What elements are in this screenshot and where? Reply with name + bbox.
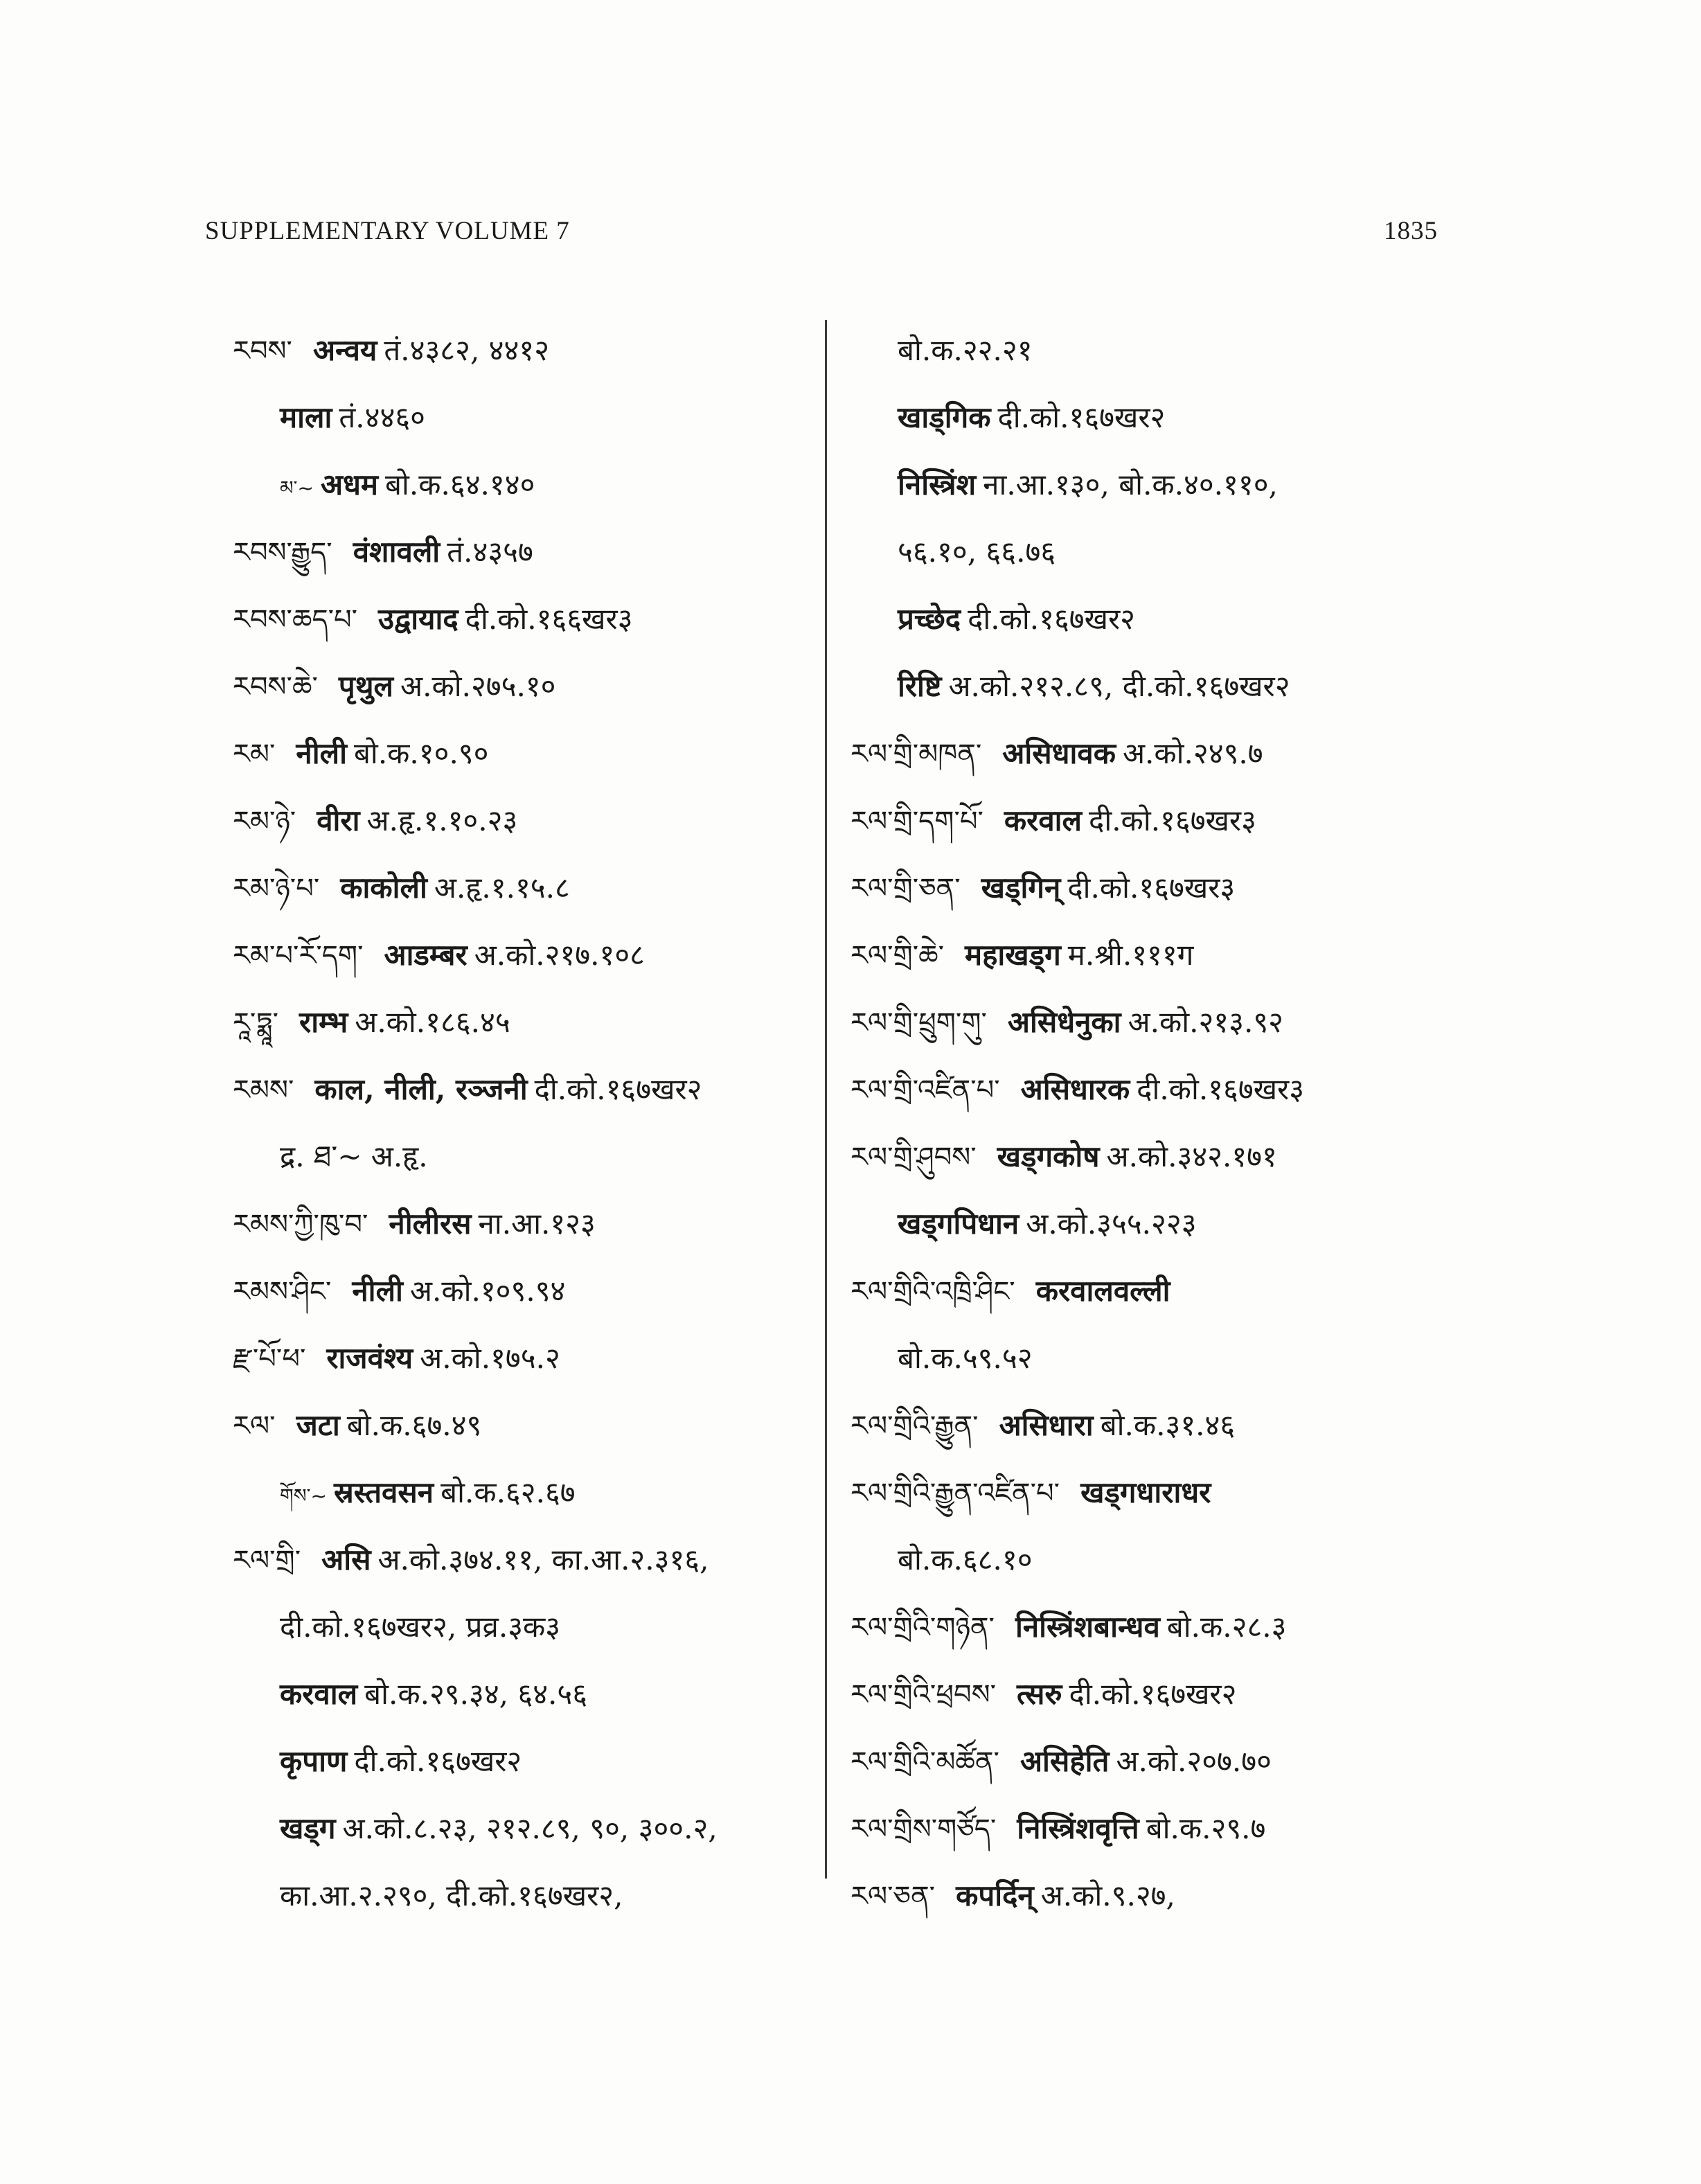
- dictionary-entry: [850, 1070, 1543, 1137]
- dictionary-entry: [850, 1675, 1543, 1742]
- tibetan-headword: རལ་གྲི་དག་པོ་: [850, 806, 983, 837]
- dictionary-entry: [233, 667, 814, 734]
- dictionary-entry: [850, 1809, 1543, 1876]
- dictionary-entry: [233, 1137, 814, 1205]
- source-reference: अ.को.१०९.९४: [409, 1274, 566, 1308]
- sanskrit-equivalent: राम्भ: [299, 1005, 348, 1039]
- sanskrit-equivalent: वीरा: [317, 804, 360, 837]
- source-reference: म.श्री.१११ग: [1067, 938, 1194, 972]
- tibetan-headword: རབས་རྒྱུད་: [233, 537, 332, 569]
- dictionary-entry: [233, 936, 814, 1003]
- sanskrit-equivalent: खड्गिन्: [981, 871, 1061, 905]
- sanskrit-equivalent: करवाल: [280, 1677, 358, 1711]
- tibetan-headword: རལ་གྲིའི་རྒྱུན་: [850, 1410, 979, 1442]
- sanskrit-equivalent: राजवंश्य: [326, 1341, 413, 1375]
- dictionary-entry: [850, 1205, 1543, 1272]
- dictionary-entry: [233, 1742, 814, 1809]
- sanskrit-equivalent: महाखड्ग: [965, 938, 1061, 972]
- tibetan-headword: མ་~: [280, 477, 314, 499]
- tibetan-headword: རལ་གྲི་མཁན་: [850, 738, 982, 770]
- sanskrit-equivalent: अन्वय: [312, 333, 377, 367]
- dictionary-entry: [850, 465, 1543, 533]
- sanskrit-equivalent: प्रच्छेद: [898, 602, 961, 636]
- dictionary-entry: [233, 1272, 814, 1339]
- sanskrit-equivalent: कृपाण: [280, 1744, 348, 1778]
- source-reference: ना.आ.१२३: [478, 1207, 596, 1241]
- source-reference: तं.४३५७: [447, 535, 533, 569]
- sanskrit-equivalent: असि: [321, 1543, 371, 1577]
- dictionary-entry: [850, 869, 1543, 936]
- dictionary-entry: [233, 398, 814, 465]
- source-reference: अ.को.२०७.७०: [1116, 1744, 1272, 1778]
- source-reference: बो.क.६२.६७: [440, 1475, 576, 1509]
- sanskrit-equivalent: रिष्टि: [898, 669, 942, 703]
- source-reference: अ.को.२१३.९२: [1128, 1005, 1284, 1039]
- sanskrit-equivalent: असिधावक: [1002, 736, 1116, 770]
- left-column: [233, 331, 814, 1944]
- tibetan-headword: རལ་གྲིའི་འཁྲི་ཤིང་: [850, 1276, 1015, 1308]
- source-reference: अ.को.३४२.१७१: [1106, 1139, 1277, 1173]
- dictionary-entry: [233, 331, 814, 398]
- dictionary-entry: [233, 869, 814, 936]
- tibetan-headword: རལ་གྲིས་གཙོད་: [850, 1813, 997, 1845]
- dictionary-entry: [850, 1742, 1543, 1809]
- sanskrit-equivalent: खड्गधाराधर: [1080, 1475, 1211, 1509]
- dictionary-entry: [233, 1473, 814, 1541]
- tibetan-headword: རལ་གྲིའི་མཚོན་: [850, 1746, 999, 1778]
- source-reference: बो.क.२९.७: [1146, 1811, 1266, 1845]
- sanskrit-equivalent: त्सरु: [1017, 1677, 1062, 1711]
- sanskrit-equivalent: खाड्गिक: [898, 400, 991, 434]
- dictionary-entry: [233, 1675, 814, 1742]
- tibetan-headword: རཱ་ཏྨཱ་: [233, 1007, 279, 1039]
- tibetan-headword: རམ་: [233, 738, 276, 770]
- tibetan-headword: རལ་ཅན་: [850, 1881, 936, 1912]
- dictionary-entry: [233, 1003, 814, 1070]
- tibetan-headword: རམ་ཉེ་: [233, 806, 296, 837]
- source-reference: दी.को.१६७खर३: [1067, 871, 1236, 905]
- sanskrit-equivalent: निस्त्रिंशवृत्ति: [1017, 1811, 1139, 1845]
- tibetan-headword: རམས་ཤིང་: [233, 1276, 332, 1308]
- source-reference: अ.को.२१७.१०८: [474, 938, 645, 972]
- tibetan-headword: རལ་གྲི་འཛིན་པ་: [850, 1074, 1000, 1106]
- source-reference: बो.क.१०.९०: [353, 736, 489, 770]
- tibetan-headword: རལ་གྲི་ཆེ་: [850, 940, 944, 972]
- dictionary-entry: [233, 1205, 814, 1272]
- dictionary-entry: [233, 1809, 814, 1876]
- page-number: 1835: [1384, 217, 1438, 245]
- dictionary-entry: [233, 533, 814, 600]
- right-column: [850, 331, 1543, 1944]
- source-reference: अ.को.१८६.४५: [355, 1005, 510, 1039]
- dictionary-entry: [850, 533, 1543, 600]
- source-reference: दी.को.१६६खर३: [465, 602, 633, 636]
- sanskrit-equivalent: अधम: [321, 468, 379, 501]
- column-divider: [825, 320, 827, 1879]
- tibetan-headword: རལ་གྲི་ཕྲུག་གུ་: [850, 1007, 987, 1039]
- sanskrit-equivalent: नीलीरस: [389, 1207, 472, 1241]
- sanskrit-equivalent: स्रस्तवसन: [333, 1475, 434, 1509]
- sanskrit-equivalent: असिहेति: [1019, 1744, 1110, 1778]
- source-reference: बो.क.२२.२१: [898, 333, 1033, 367]
- source-reference: अ.हृ.१.१५.८: [434, 871, 570, 905]
- sanskrit-equivalent: करवालवल्ली: [1035, 1274, 1170, 1308]
- sanskrit-equivalent: काकोली: [340, 871, 427, 905]
- source-reference: अ.को.८.२३, २१२.८९, ९०, ३००.२,: [342, 1811, 718, 1845]
- sanskrit-equivalent: खड्ग: [280, 1811, 336, 1845]
- sanskrit-equivalent: जटा: [296, 1408, 340, 1442]
- dictionary-entry: [850, 1406, 1543, 1473]
- tibetan-headword: རྫ་པོ་ཕ་: [233, 1343, 306, 1375]
- source-reference: का.आ.२.२९०, दी.को.१६७खर२,: [280, 1879, 623, 1912]
- source-reference: अ.को.९.२७,: [1040, 1879, 1175, 1912]
- source-reference: दी.को.१६७खर२: [534, 1072, 702, 1106]
- tibetan-headword: རབས་ཆད་པ་: [233, 604, 358, 636]
- source-reference: ना.आ.१३०, बो.क.४०.११०,: [983, 468, 1278, 501]
- tibetan-headword: རམས་ཀྱི་ཁུ་བ་: [233, 1209, 368, 1241]
- source-reference: अ.हृ.१.१०.२३: [366, 804, 518, 837]
- dictionary-entry: [850, 1137, 1543, 1205]
- tibetan-headword: རལ་གྲིའི་རྒྱུན་འཛིན་པ་: [850, 1477, 1060, 1509]
- dictionary-entry: [850, 331, 1543, 398]
- tibetan-headword: རལ་གྲི་ཅན་: [850, 873, 961, 905]
- dictionary-entry: [233, 600, 814, 667]
- source-reference: दी.को.१६७खर३: [1089, 804, 1256, 837]
- dictionary-entry: [233, 1541, 814, 1608]
- dictionary-entry: [850, 600, 1543, 667]
- source-reference: अ.को.२४९.७: [1122, 736, 1263, 770]
- tibetan-headword: རམས་: [233, 1074, 294, 1106]
- dictionary-entry: [850, 398, 1543, 465]
- source-reference: तं.४३८२, ४४१२: [384, 333, 550, 367]
- tibetan-headword: རལ་གྲི་: [233, 1545, 301, 1577]
- sanskrit-equivalent: असिधारा: [999, 1408, 1094, 1442]
- source-reference: दी.को.१६७खर३: [1137, 1072, 1305, 1106]
- dictionary-entry: [850, 1473, 1543, 1541]
- tibetan-headword: གོས་~: [280, 1484, 327, 1507]
- source-reference: दी.को.१६७खर२, प्रव्र.३क३: [280, 1610, 561, 1644]
- source-reference: अ.को.३७४.११, का.आ.२.३१६,: [377, 1543, 709, 1577]
- source-reference: बो.क.६७.४९: [346, 1408, 482, 1442]
- dictionary-entry: [850, 1608, 1543, 1675]
- sanskrit-equivalent: असिधारक: [1020, 1072, 1130, 1106]
- source-reference: अ.को.२१२.८९, दी.को.१६७खर२: [948, 669, 1290, 703]
- dictionary-entry: [233, 1608, 814, 1675]
- sanskrit-equivalent: निस्त्रिंश: [898, 468, 977, 501]
- source-reference: बो.क.५९.५२: [898, 1341, 1033, 1375]
- source-reference: दी.को.१६७खर२: [354, 1744, 522, 1778]
- tibetan-headword: རམ་ཉེ་པ་: [233, 873, 320, 905]
- sanskrit-equivalent: निस्त्रिंशबान्धव: [1015, 1610, 1160, 1644]
- sanskrit-equivalent: आडम्बर: [384, 938, 467, 972]
- dictionary-entry: [233, 1070, 814, 1137]
- source-reference: दी.को.१६७खर२: [997, 400, 1166, 434]
- dictionary-entry: [850, 1541, 1543, 1608]
- tibetan-headword: རབས་ཆེ་: [233, 671, 318, 703]
- source-reference: ५६.१०, ६६.७६: [898, 535, 1056, 569]
- dictionary-entry: [850, 734, 1543, 801]
- source-reference: द्र. ཐ་~ अ.हृ.: [280, 1139, 428, 1173]
- dictionary-entry: [233, 1339, 814, 1406]
- sanskrit-equivalent: असिधेनुका: [1007, 1005, 1121, 1039]
- dictionary-entry: [233, 734, 814, 801]
- dictionary-entry: [850, 1003, 1543, 1070]
- sanskrit-equivalent: उद्वायाद: [378, 602, 458, 636]
- source-reference: दी.को.१६७खर२: [1069, 1677, 1237, 1711]
- source-reference: बो.क.६४.१४०: [385, 468, 535, 501]
- dictionary-entry: [233, 801, 814, 869]
- source-reference: बो.क.२८.३: [1166, 1610, 1287, 1644]
- tibetan-headword: རལ་གྲི་ཤུབས་: [850, 1142, 977, 1173]
- source-reference: बो.क.३१.४६: [1100, 1408, 1236, 1442]
- source-reference: अ.को.२७५.१०: [400, 669, 556, 703]
- sanskrit-equivalent: खड्गपिधान: [898, 1207, 1019, 1241]
- tibetan-headword: རལ་གྲིའི་ཕྲབས་: [850, 1679, 996, 1711]
- running-header: SUPPLEMENTARY VOLUME 7: [205, 217, 570, 245]
- tibetan-headword: རབས་: [233, 335, 292, 367]
- sanskrit-equivalent: काल, नीली, रञ्जनी: [314, 1072, 528, 1106]
- source-reference: तं.४४६०: [339, 400, 426, 434]
- tibetan-headword: རམ་པ་རོ་དག་: [233, 940, 364, 972]
- dictionary-entry: [850, 667, 1543, 734]
- dictionary-entry: [850, 1272, 1543, 1339]
- dictionary-entry: [233, 1876, 814, 1944]
- sanskrit-equivalent: करवाल: [1004, 804, 1083, 837]
- sanskrit-equivalent: वंशावली: [353, 535, 440, 569]
- source-reference: अ.को.१७५.२: [420, 1341, 560, 1375]
- sanskrit-equivalent: नीली: [352, 1274, 403, 1308]
- dictionary-entry: [233, 1406, 814, 1473]
- dictionary-entry: [850, 1339, 1543, 1406]
- tibetan-headword: རལ་གྲིའི་གཉེན་: [850, 1612, 995, 1644]
- sanskrit-equivalent: नीली: [296, 736, 347, 770]
- sanskrit-equivalent: कपर्दिन्: [956, 1879, 1034, 1912]
- tibetan-headword: རལ་: [233, 1410, 276, 1442]
- dictionary-entry: [233, 465, 814, 533]
- dictionary-entry: [850, 1876, 1543, 1944]
- dictionary-entry: [850, 936, 1543, 1003]
- sanskrit-equivalent: माला: [280, 400, 332, 434]
- source-reference: बो.क.२९.३४, ६४.५६: [364, 1677, 588, 1711]
- source-reference: अ.को.३५५.२२३: [1026, 1207, 1197, 1241]
- source-reference: दी.को.१६७खर२: [968, 602, 1136, 636]
- dictionary-entry: [850, 801, 1543, 869]
- source-reference: बो.क.६८.१०: [898, 1543, 1033, 1577]
- sanskrit-equivalent: खड्गकोष: [997, 1139, 1100, 1173]
- sanskrit-equivalent: पृथुल: [338, 669, 394, 703]
